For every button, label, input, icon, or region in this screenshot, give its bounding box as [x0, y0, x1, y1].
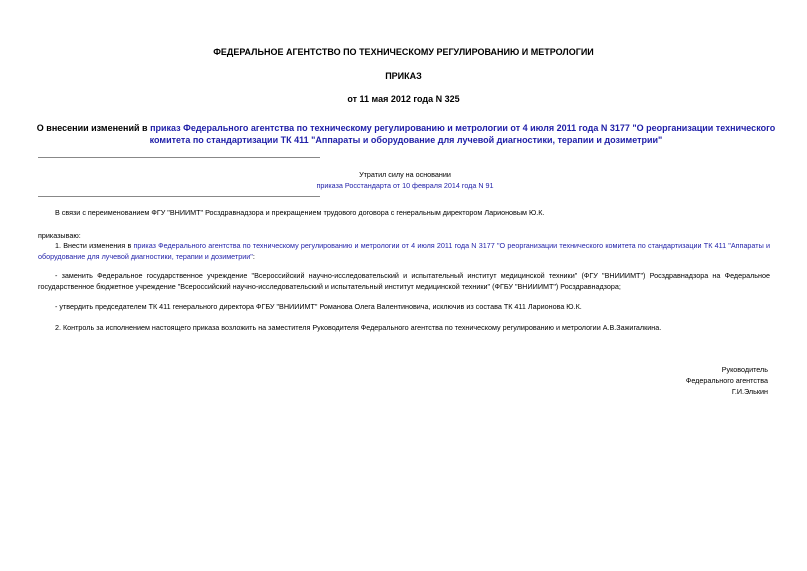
- divider-top: [38, 157, 320, 158]
- agency-title: ФЕДЕРАЛЬНОЕ АГЕНТСТВО ПО ТЕХНИЧЕСКОМУ РЕГУЛИРОВАНИЮ И МЕТРОЛОГИИ: [213, 47, 594, 57]
- subject-amended-order-link[interactable]: приказ Федерального агентства по техническому регулированию и метрологии от 4 июля 2011 года N 3177 "О реорганизации технического комитета по стандартизации ТК 411 "Аппараты и оборудование для лучевой диагностики, терапии и дозиметрии": [149, 123, 776, 145]
- signature-position: Руководитель: [721, 365, 768, 374]
- item-1-order-link[interactable]: приказ Федерального агентства по техническому регулированию и метрологии от 4 июля 2011 года N 3177 "О реорганизации технического комитета по стандартизации ТК 411 "Аппараты и оборудование для лучевой диагностики, терапии и дозиметрии": [38, 241, 770, 261]
- doc-date-number: от 11 мая 2012 года N 325: [347, 94, 460, 104]
- item-2-paragraph: 2. Контроль за исполнением настоящего приказа возложить на заместителя Руководителя Федерального агентства по техническому регулированию и метрологии А.В.Зажигалкина.: [55, 323, 662, 332]
- status-repeal-link[interactable]: приказа Росстандарта от 10 февраля 2014 года N 91: [316, 181, 494, 190]
- signature-organization: Федерального агентства: [685, 376, 768, 385]
- dash-item-rename: - заменить Федеральное государственное учреждение "Всероссийский научно-исследовательский и испытательный институт медицинской техники" (ФГУ "ВНИИИМТ") Росздравнадзора на Федеральное государственное бюджетное учреждение "Всероссийский научно-исследовательский и испытательный институт медицинской техники" (ФГБУ "ВНИИИМТ") Росздравнадзора;: [38, 271, 770, 291]
- item-1-prefix: 1. Внести изменения в: [55, 241, 134, 250]
- document-subject: [36, 122, 776, 146]
- doc-type: ПРИКАЗ: [385, 71, 422, 81]
- item-1-suffix: :: [252, 252, 255, 261]
- signature-name: Г.И.Элькин: [731, 387, 768, 396]
- dash-item-chairman: - утвердить председателем ТК 411 генерального директора ФГБУ "ВНИИИМТ" Романова Олега Валентиновича, исключив из состава ТК 411 Ларионова Ю.К.: [55, 302, 582, 311]
- order-word: приказываю:: [38, 231, 81, 240]
- preamble-paragraph: В связи с переименованием ФГУ "ВНИИМТ" Росздравнадзора и прекращением трудового договора с генеральным директором Ларионовым Ю.К.: [55, 208, 545, 217]
- divider-bottom: [38, 196, 320, 197]
- subject-prefix: О внесении изменений в: [36, 123, 151, 133]
- status-text: Утратил силу на основании: [359, 170, 451, 179]
- item-1-paragraph: [38, 240, 770, 262]
